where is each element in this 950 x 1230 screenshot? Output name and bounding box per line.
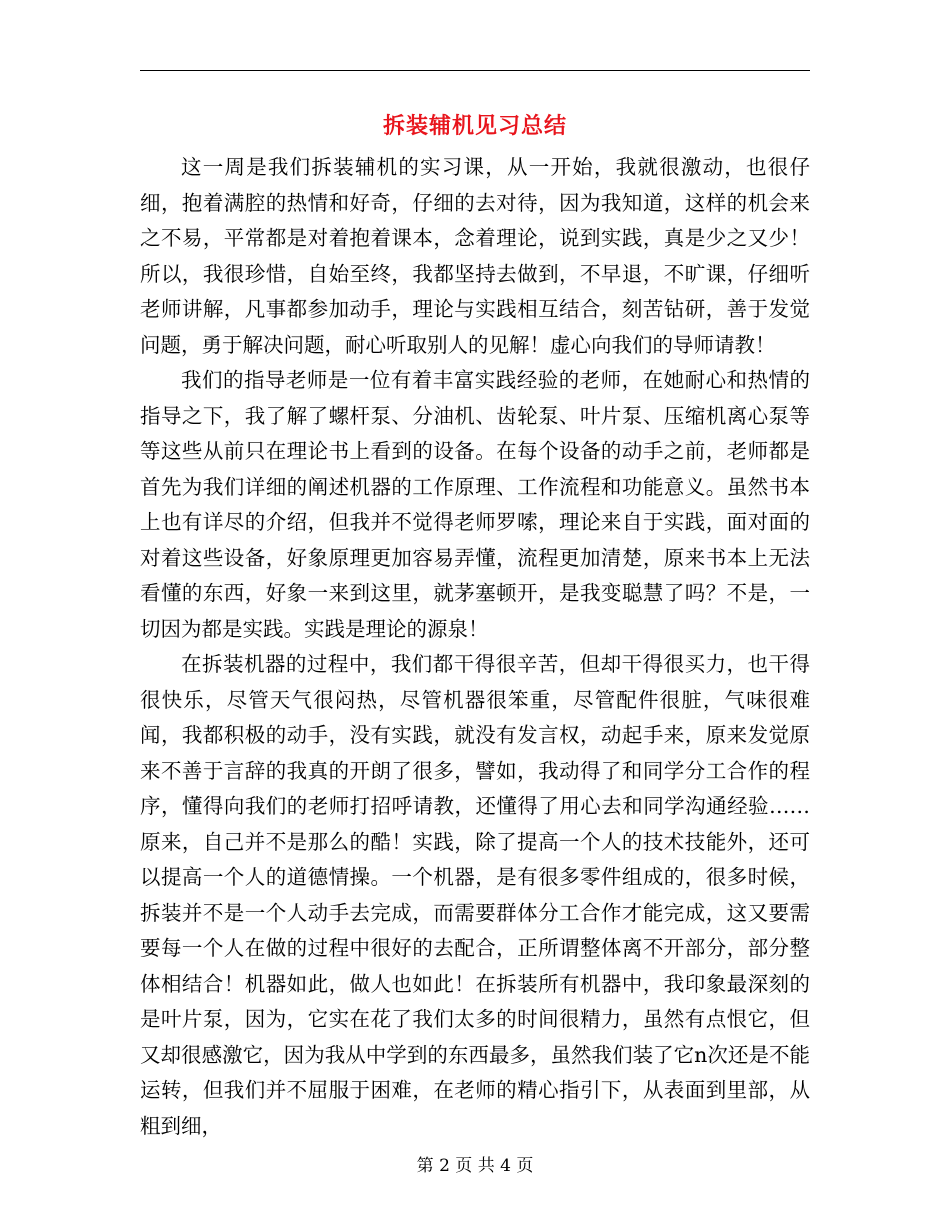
paragraph-2: 我们的指导老师是一位有着丰富实践经验的老师，在她耐心和热情的指导之下，我了解了螺杆泵、分油机、齿轮泵、叶片泵、压缩机离心泵等等这些从前只在理论书上看到的设备。在每个设备的动手之前，老师都是首先为我们详细的阐述机器的工作原理、工作流程和功能意义。虽然书本上也有详尽的介绍，但我并不觉得老师罗嗦，理论来自于实践，面对面的对着这些设备，好象原理更加容易弄懂，流程更加清楚，原来书本上无法看懂的东西，好象一来到这里，就茅塞顿开，是我变聪慧了吗？不是，一切因为都是实践。实践是理论的源泉！ <box>140 368 810 641</box>
header-rule <box>140 70 810 71</box>
document-title: 拆装辅机见习总结 <box>382 113 567 139</box>
page-number-footer: 第 2 页 共 4 页 <box>416 1156 534 1176</box>
paragraph-3: 在拆装机器的过程中，我们都干得很辛苦，但却干得很买力，也干得很快乐，尽管天气很闷热，尽管机器很笨重，尽管配件很脏，气味很难闻，我都积极的动手，没有实践，就没有发言权，动起手来，原来发觉原来不善于言辞的我真的开朗了很多，譬如，我动得了和同学分工合作的程序，懂得向我们的老师打招呼请教，还懂得了用心去和同学沟通经验……原来，自己并不是那么的酷！实践，除了提高一个人的技术技能外，还可以提高一个人的道德情操。一个机器，是有很多零件组成的，很多时候，拆装并不是一个人动手去完成，而需要群体分工合作才能完成，这又要需要每一个人在做的过程中很好的去配合，正所谓整体离不开部分，部分整体相结合！机器如此，做人也如此！在拆装所有机器中，我印象最深刻的是叶片泵，因为，它实在花了我们太多的时间很精力，虽然有点恨它，但又却很感激它，因为我从中学到的东西最多，虽然我们装了它n次还是不能运转，但我们并不屈服于困难，在老师的精心指引下，从表面到里部，从粗到细， <box>140 652 810 1138</box>
paragraph-1: 这一周是我们拆装辅机的实习课，从一开始，我就很激动，也很仔细，抱着满腔的热情和好奇，仔细的去对待，因为我知道，这样的机会来之不易，平常都是对着抱着课本，念着理论，说到实践，真是少之又少！所以，我很珍惜，自始至终，我都坚持去做到，不早退，不旷课，仔细听老师讲解，凡事都参加动手，理论与实践相互结合，刻苦钻研，善于发觉问题，勇于解决问题，耐心听取别人的见解！虚心向我们的导师请教！ <box>140 155 810 357</box>
document-body <box>140 150 810 1144</box>
